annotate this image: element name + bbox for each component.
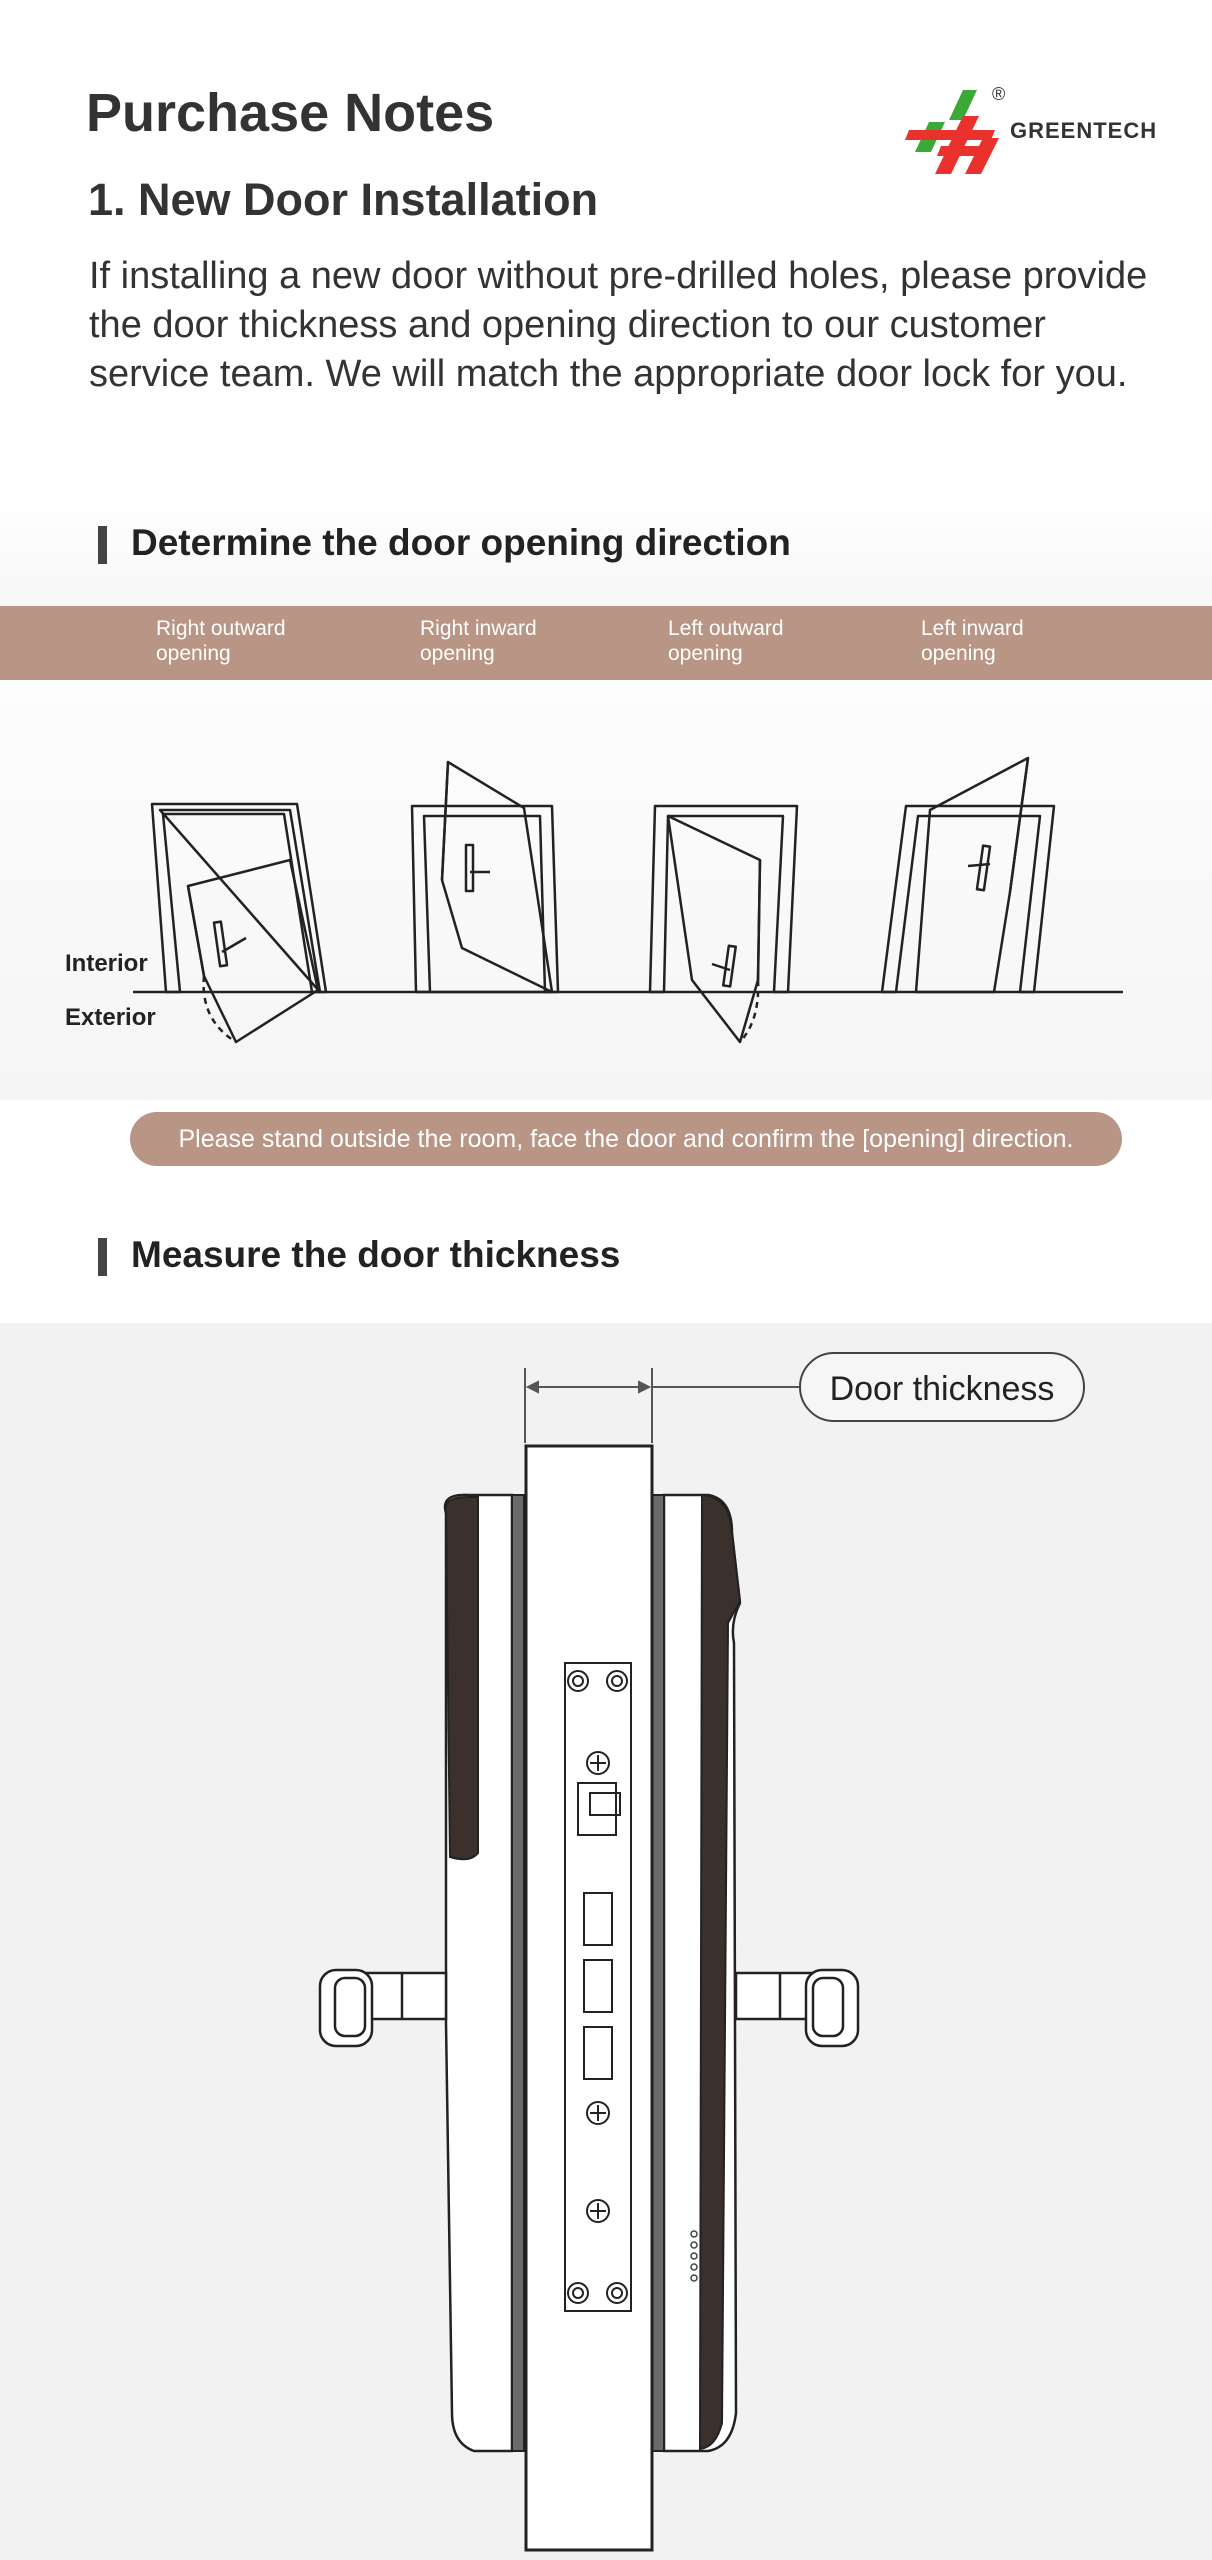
section-marker: [98, 1238, 107, 1276]
exterior-label: Exterior: [65, 1004, 156, 1031]
option-left-inward: Left inward opening: [921, 617, 1024, 665]
door-thickness-callout: Door thickness: [799, 1352, 1085, 1422]
door-left-outward-icon: [650, 806, 797, 1042]
door-right-inward-icon: [412, 762, 558, 992]
interior-handle: [736, 1970, 858, 2046]
direction-note: Please stand outside the room, face the door and confirm the [opening] direction.: [130, 1112, 1122, 1166]
option-left-outward: Left outward opening: [668, 617, 784, 665]
door-left-inward-icon: [882, 758, 1054, 992]
thickness-heading: Measure the door thickness: [131, 1234, 621, 1275]
door-right-outward-icon: [152, 804, 326, 1042]
option-right-inward: Right inward opening: [420, 617, 537, 665]
option-right-outward: Right outward opening: [156, 617, 286, 665]
door-thickness-diagram: [0, 1323, 1212, 2560]
intro-paragraph: If installing a new door without pre-drilled holes, please provide the door thickness and opening direction to our customer service team. We will match the appropriate door lock for you.: [89, 255, 1148, 395]
section-marker: [98, 526, 107, 564]
page-title: Purchase Notes: [86, 83, 495, 143]
exterior-handle: [320, 1970, 446, 2046]
registered-mark: ®: [992, 84, 1006, 104]
brand-name: GREENTECH: [1010, 118, 1158, 143]
door-opening-diagram: [0, 680, 1212, 1100]
direction-heading: Determine the door opening direction: [131, 522, 791, 563]
interior-label: Interior: [65, 950, 148, 977]
section-heading: 1. New Door Installation: [88, 174, 599, 225]
